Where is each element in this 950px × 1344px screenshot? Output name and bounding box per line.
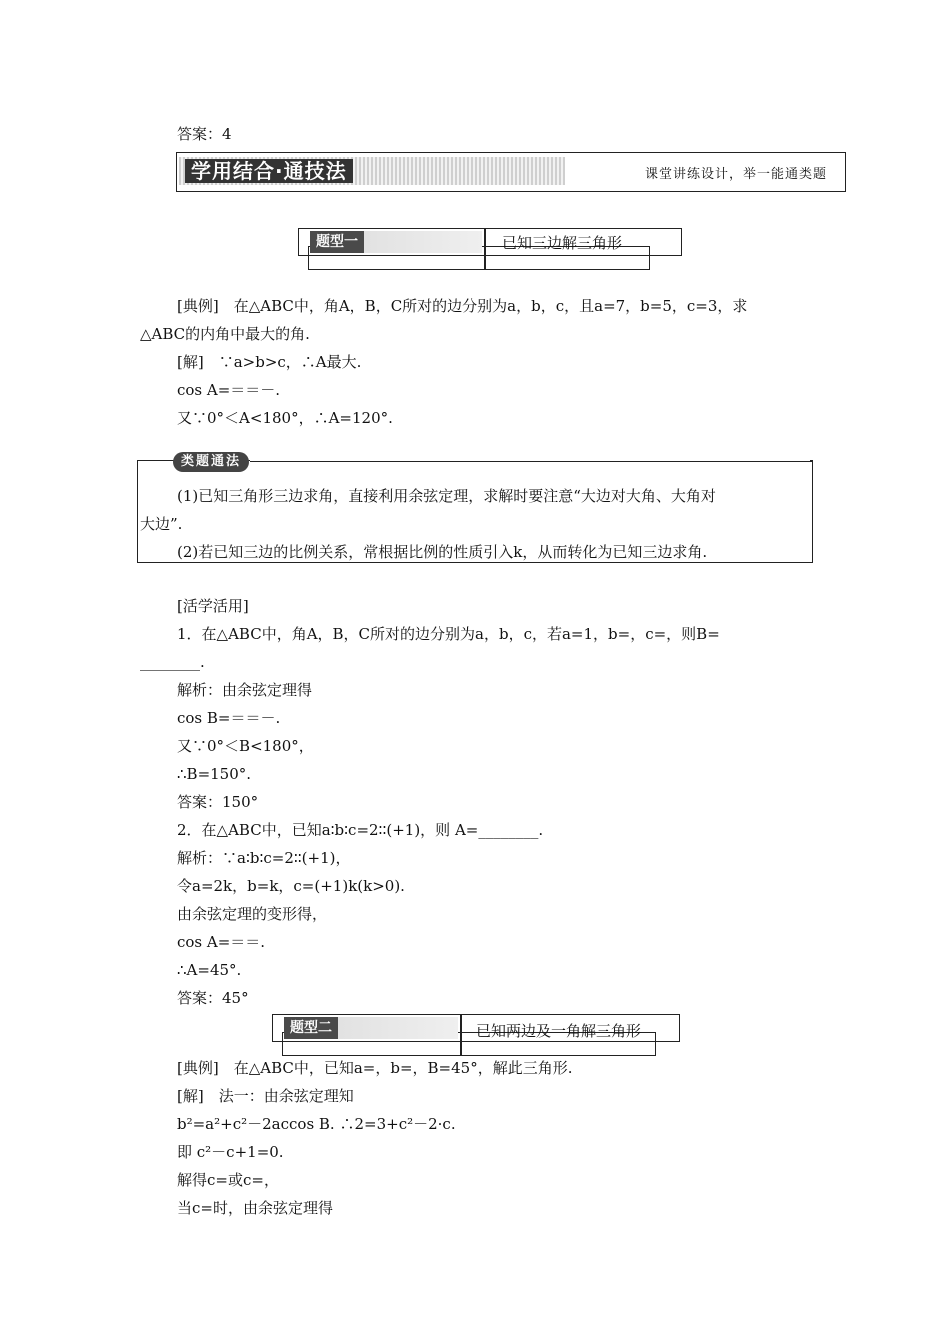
example2-s4: 解得c=或c=， <box>177 1171 279 1189</box>
question-type-1 <box>298 228 682 268</box>
top-answer: 答案：4 <box>177 125 232 143</box>
practice-t6: 答案：45° <box>177 989 249 1007</box>
example2-s1: [解] 法一：由余弦定理知 <box>177 1087 354 1105</box>
practice-t2: 令a=2k，b=k，c=(+1)k(k>0). <box>177 877 405 895</box>
example2-line1: [典例] 在△ABC中，已知a=，b=，B=45°，解此三角形. <box>177 1059 573 1077</box>
example1-solution-2: cos A=＝＝－. <box>177 381 281 399</box>
example2-s5: 当c=时，由余弦定理得 <box>177 1199 333 1217</box>
practice-q2: 2．在△ABC中，已知a∶b∶c=2∶∶(+1)，则 A=________. <box>177 821 544 839</box>
practice-s1: 解析：由余弦定理得 <box>177 681 313 699</box>
practice-s5: 答案：150° <box>177 793 259 811</box>
type-label: 已知两边及一角解三角形 <box>476 1022 642 1040</box>
banner-left-strip <box>179 157 565 185</box>
type-tag: 题型二 <box>284 1017 338 1039</box>
practice-t1: 解析：∵a∶b∶c=2∶∶(+1)， <box>177 849 351 867</box>
example1-solution-1: [解] ∵a>b>c，∴A最大. <box>177 353 362 371</box>
question-type-2 <box>272 1014 680 1054</box>
type-label: 已知三边解三角形 <box>502 234 623 252</box>
method-tag: 类题通法 <box>173 452 249 472</box>
example1-solution-3: 又∵0°＜A<180°，∴A=120°. <box>177 409 393 427</box>
type-tag: 题型一 <box>310 231 364 253</box>
practice-t4: cos A=＝＝. <box>177 933 266 951</box>
practice-t5: ∴A=45°. <box>177 961 242 979</box>
practice-t3: 由余弦定理的变形得， <box>177 905 328 923</box>
example1-line2: △ABC的内角中最大的角. <box>140 325 310 343</box>
practice-s2: cos B=＝＝－. <box>177 709 281 727</box>
banner-subtitle: 课堂讲练设计，举一能通类题 <box>645 167 828 182</box>
method-p1b: 大边”. <box>140 515 183 533</box>
practice-s3: 又∵0°＜B<180°， <box>177 737 314 755</box>
example1-line1: [典例] 在△ABC中，角A，B，C所对的边分别为a，b，c，且a=7，b=5，c=3，求 <box>177 297 748 315</box>
banner-title: 学用结合·通技法 <box>185 159 353 183</box>
method-p2: (2)若已知三边的比例关系，常根据比例的性质引入k，从而转化为已知三边求角. <box>177 543 708 561</box>
practice-head: [活学活用] <box>177 597 249 615</box>
method-p1a: (1)已知三角形三边求角，直接利用余弦定理，求解时要注意“大边对大角、大角对 <box>177 487 716 505</box>
example2-s3: 即 c²－c+1=0. <box>177 1143 284 1161</box>
example2-s2: b²=a²+c²－2accos B. ∴2=3+c²－2·c. <box>177 1115 456 1133</box>
practice-s4: ∴B=150°. <box>177 765 252 783</box>
practice-q1b: ________. <box>140 653 205 671</box>
section-banner <box>176 152 846 192</box>
practice-q1a: 1．在△ABC中，角A，B，C所对的边分别为a，b，c，若a=1，b=，c=，则B= <box>177 625 720 643</box>
